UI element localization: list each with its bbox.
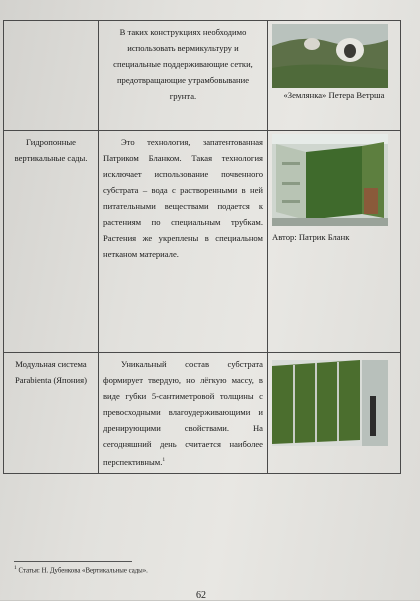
row2-name: Гидропонные вертикальные сады. <box>14 137 88 163</box>
row2-name-cell <box>4 131 99 353</box>
page-number: 62 <box>196 590 206 601</box>
green-wall-photo <box>272 134 388 226</box>
row1-text: В таких конструкциях необходимо использовать вермикультуру и специальные поддерживающие сетки, предотвращающие утрамбовывание грунта. <box>113 27 253 101</box>
footnote-mark: 1 <box>162 457 166 463</box>
footnote-text: Статья: Н. Дубенкова «Вертикальные сады». <box>18 567 148 575</box>
row3-text <box>103 356 263 470</box>
footnote <box>14 565 148 574</box>
row3-name-cell <box>4 353 99 474</box>
earth-house-photo <box>272 24 388 88</box>
row2-caption: Автор: Патрик Бланк <box>272 232 350 242</box>
table-row <box>4 131 401 353</box>
row3-image-cell <box>268 353 401 474</box>
row2-text: Это технология, запатентованная Патриком Бланком. Такая технология исключает использование почвенного субстрата – вода с растворенными в ней питательными веществами подается к растениям по специальным трубкам. Растения же укреплены в специальном нетканом материале. <box>103 137 263 259</box>
table-row <box>4 21 401 131</box>
footnote-separator <box>14 561 132 562</box>
row1-image-cell <box>268 21 401 131</box>
row2-text-cell <box>99 131 268 353</box>
modular-wall-photo <box>272 360 388 446</box>
row3-name: Модульная система Parabienta (Япония) <box>15 359 87 385</box>
row3-text-body: Уникальный состав субстрата формирует твердую, но лёгкую массу, в виде губки 5-сантиметровой толщины с превосходными влагоудерживающими и дренирующими свойствами. На сегодняшний день считается наиболее перспективным. <box>103 359 263 467</box>
plants-table <box>3 20 401 474</box>
row1-name-cell <box>4 21 99 131</box>
row1-text-cell <box>99 21 268 131</box>
row1-caption: «Землянка» Петера Ветрша <box>283 90 385 100</box>
row3-text-cell <box>99 353 268 474</box>
row2-image-cell <box>268 131 401 353</box>
footnote-number: 1 <box>14 565 17 571</box>
table-row <box>4 353 401 474</box>
